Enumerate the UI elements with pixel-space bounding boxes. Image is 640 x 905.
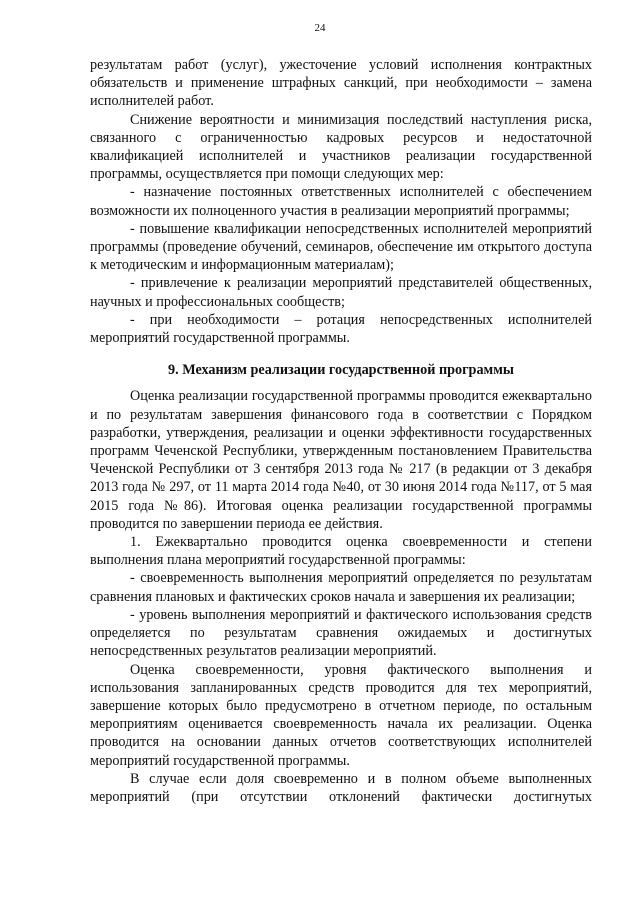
list-item: - уровень выполнения мероприятий и фактического использования средств определяется по результатам сравнения ожидаемых и достигнутых непосредственных результатов реализации мероприятий.: [90, 606, 592, 660]
list-item: - при необходимости – ротация непосредственных исполнителей мероприятий государственной программы.: [90, 311, 592, 347]
paragraph: Оценка своевременности, уровня фактического выполнения и использования запланированных средств проводится для тех мероприятий, завершение которых было предусмотрено в отчетном периоде, по остальным мероприятиям оценивается своевременность начала их реализации. Оценка проводится на основании данных отчетов соответствующих исполнителей мероприятий государственной программы.: [90, 661, 592, 769]
list-item: - своевременность выполнения мероприятий определяется по результатам сравнения плановых и фактических сроков начала и завершения их реализации;: [90, 570, 592, 605]
paragraph: В случае если доля своевременно и в полном объеме выполненных мероприятий (при отсутствии отклонений фактически достигнутых: [90, 770, 592, 805]
page-number: 24: [314, 22, 326, 34]
paragraph: Снижение вероятности и минимизация последствий наступления риска, связанного с ограниченностью кадровых ресурсов и недостаточной квалификацией исполнителей и участников реализации государственной программы, осуществляется при помощи следующих мер:: [90, 111, 592, 183]
document-body: [90, 56, 592, 806]
paragraph: результатам работ (услуг), ужесточение условий исполнения контрактных обязательств и применение штрафных санкций, при необходимости – замена исполнителей работ.: [90, 57, 592, 110]
list-item: - повышение квалификации непосредственных исполнителей мероприятий программы (проведение обучений, семинаров, обеспечение им открытого доступа к методическим и информационным материалам);: [90, 220, 592, 274]
section-heading: 9. Механизм реализации государственной программы: [168, 362, 514, 379]
paragraph: Оценка реализации государственной программы проводится ежеквартально и по результатам завершения финансового года в соответствии с Порядком разработки, утверждения, реализации и оценки эффективности государственных программ Чеченской Республики, утвержденным постановлением Правительства Чеченской Республики от 3 сентября 2013 года № 217 (в редакции от 3 декабря 2013 года № 297, от 11 марта 2014 года №40, от 30 июня 2014 года №117, от 5 мая 2015 года №86). Итоговая оценка реализации государственной программы проводится по завершении периода ее действия.: [90, 388, 592, 532]
paragraph: 1. Ежеквартально проводится оценка своевременности и степени выполнения плана мероприятий государственной программы:: [90, 534, 592, 569]
list-item: - привлечение к реализации мероприятий представителей общественных, научных и профессиональных сообществ;: [90, 275, 592, 310]
list-item: - назначение постоянных ответственных исполнителей с обеспечением возможности их полноценного участия в реализации мероприятий программы;: [90, 184, 592, 219]
